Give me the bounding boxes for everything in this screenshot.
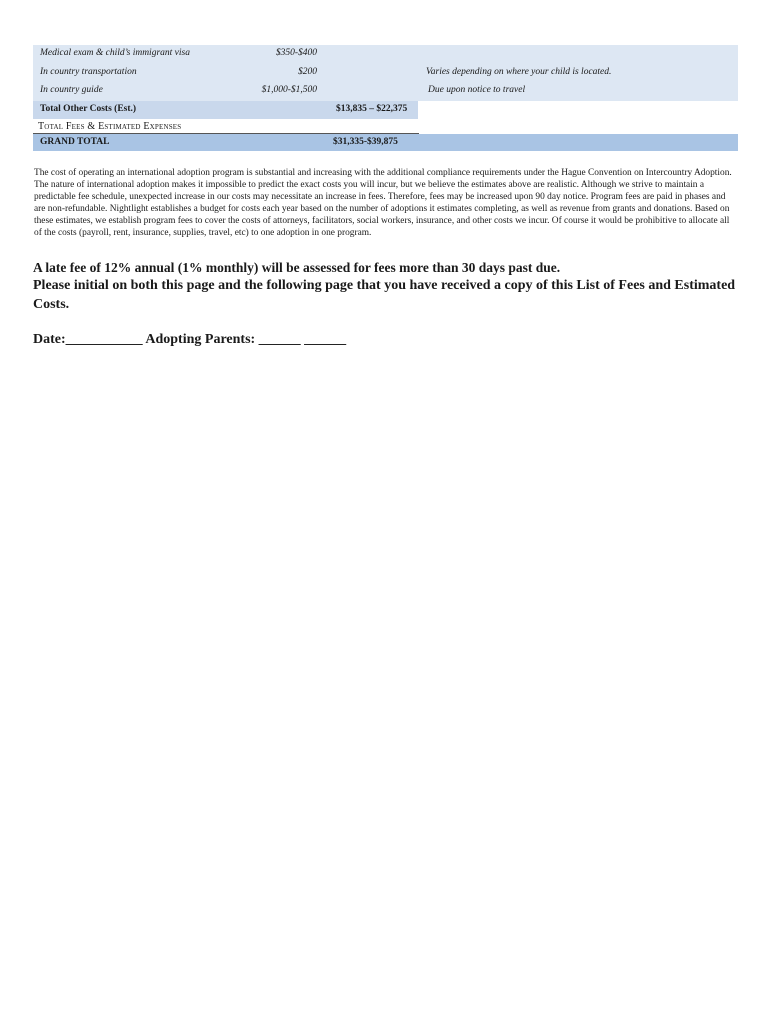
total-other-label: Total Other Costs (Est.) xyxy=(40,104,137,114)
cost-explanation-paragraph: The cost of operating an international adoption program is substantial and increasing with the additional compliance requirements under the Hague Convention on Intercountry Adoption. The nature of international adoption makes it impossible to predict the exact costs you will incur, but we believe the estimates above are realistic. Although we strive to maintain a predictable fee schedule, unexpected increase in our costs may necessitate an increase in fees. Therefore, fees may be increased upon 90 day notice. Program fees are paid in phases and are non-refundable. Nightlight establishes a budget for costs each year based on the number of adoptions it estimates completing, as well as revenue from grants and donations. Based on these estimates, we establish program fees to cover the costs of attorneys, facilitators, social workers, insurance, and other costs we incur. Of course it would be prohibitive to allocate all of the costs (payroll, rent, insurance, supplies, travel, etc) to one adoption in one program. xyxy=(34,168,732,239)
fee-item-label: Medical exam & child’s immigrant visa xyxy=(40,48,190,58)
fee-item-label: In country guide xyxy=(40,85,103,95)
fee-item-amount: $350-$400 xyxy=(275,48,317,58)
fee-item-note: Due upon notice to travel xyxy=(428,85,526,95)
fee-item-note: Varies depending on where your child is located. xyxy=(426,67,612,77)
late-fee-notice: A late fee of 12% annual (1% monthly) will be assessed for fees more than 30 days past due. xyxy=(33,260,561,275)
fee-item-amount: $200 xyxy=(298,67,317,77)
total-other-amount: $13,835 – $22,375 xyxy=(336,104,408,114)
fee-item-amount: $1,000-$1,500 xyxy=(261,85,317,95)
grand-total-amount: $31,335-$39,875 xyxy=(333,137,398,147)
signature-line: Date:___________ Adopting Parents: ______ ______ xyxy=(33,332,347,347)
initial-instruction: Please initial on both this page and the following page that you have received a copy of this List of Fees and Estimated Costs. xyxy=(33,278,736,312)
grand-total-label: GRAND TOTAL xyxy=(40,137,110,147)
fee-item-label: In country transportation xyxy=(40,67,137,77)
section-heading: Total Fees & Estimated Expenses xyxy=(38,121,182,132)
section-rule xyxy=(33,133,419,134)
